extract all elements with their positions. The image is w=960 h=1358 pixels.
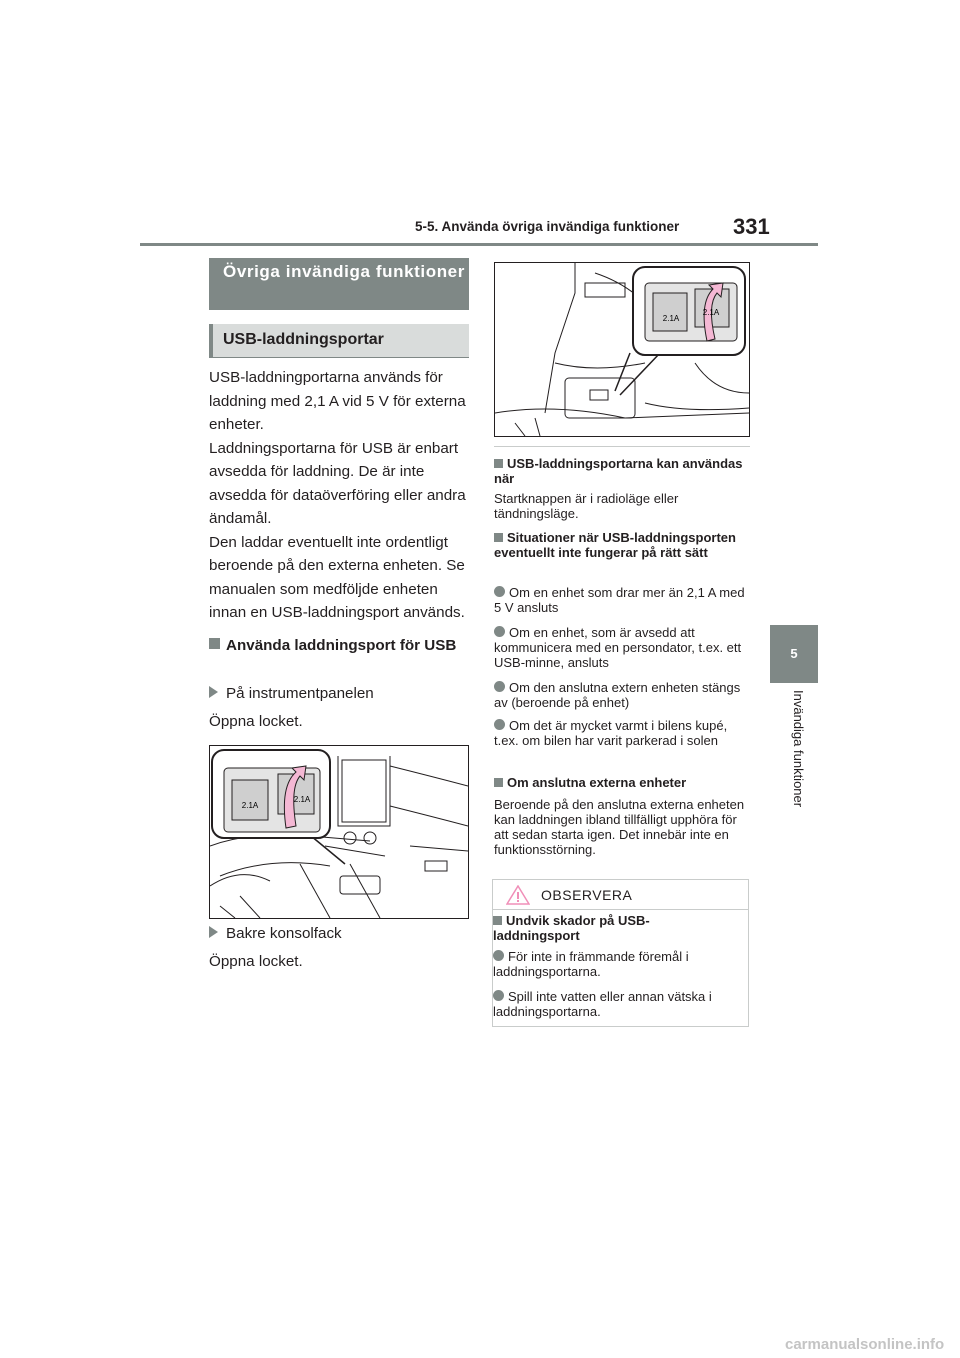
notice-heading: Undvik skador på USB-laddningsport <box>493 913 650 943</box>
intro-paragraph: Laddningsportarna för USB är enbart avsedda för laddning. De är inte avsedda för dataöverföring eller andra ändamål. <box>209 439 466 527</box>
divider <box>494 446 750 447</box>
chapter-label: Invändiga funktioner <box>791 690 806 808</box>
usage-heading: Använda laddningsport för USB <box>209 634 469 658</box>
square-bullet-icon <box>493 916 502 925</box>
arrow-bullet-icon <box>209 926 218 938</box>
right-paragraph-3: Beroende på den anslutna externa enheten kan laddningen ibland tillfälligt upphöra för att sedan starta igen. Det innebär inte en funktionsstörning. <box>494 797 745 857</box>
right-heading-3: Om anslutna externa enheter <box>494 775 750 790</box>
port-label-right: 2.1A <box>702 308 720 317</box>
notice-box <box>492 879 749 1027</box>
square-bullet-icon <box>209 638 220 649</box>
section-title: Övriga invändiga funktioner <box>209 258 469 310</box>
right-heading-2: Situationer när USB-laddningsporten eventuellt inte fungerar på rätt sätt <box>494 530 736 560</box>
chapter-tab: 5 <box>770 625 818 683</box>
subsection-header <box>209 324 469 358</box>
list-item: Om den anslutna extern enheten stängs av (beroende på enhet) <box>494 680 741 710</box>
circle-bullet-icon <box>493 990 504 1001</box>
subsection-title: USB-laddningsportar <box>223 331 384 348</box>
warning-icon <box>506 885 530 905</box>
running-header: 5-5. Använda övriga invändiga funktioner <box>415 219 680 234</box>
dashboard-illustration <box>210 746 468 918</box>
circle-bullet-icon <box>494 681 505 692</box>
rear-console-illustration <box>495 263 749 436</box>
square-bullet-icon <box>494 459 503 468</box>
usage-item-console: Bakre konsolfack <box>209 922 469 946</box>
circle-bullet-icon <box>493 950 504 961</box>
list-item: För inte in främmande föremål i laddningsportarna. <box>493 949 689 979</box>
rear-console-figure <box>494 262 750 437</box>
intro-text <box>209 366 469 625</box>
list-item: Om en enhet som drar mer än 2,1 A med 5 V ansluts <box>494 585 745 615</box>
list-item: Om det är mycket varmt i bilens kupé, t.ex. om bilen har varit parkerad i solen <box>494 718 728 748</box>
intro-paragraph: Den laddar eventuellt inte ordentligt beroende på den externa enheten. Se manualen som medföljde enheten innan en USB-laddningsport används. <box>209 533 465 621</box>
port-label-left: 2.1A <box>662 314 680 323</box>
usage-text-dashboard: Öppna locket. <box>209 713 303 730</box>
right-paragraph-1: Startknappen är i radioläge eller tändningsläge. <box>494 491 679 521</box>
circle-bullet-icon <box>494 719 505 730</box>
usage-item-dashboard: På instrumentpanelen <box>209 682 469 706</box>
right-heading-1: USB-laddningsportarna kan användas när <box>494 456 743 486</box>
circle-bullet-icon <box>494 626 505 637</box>
dashboard-figure <box>209 745 469 919</box>
intro-paragraph: USB-laddningportarna används för laddning med 2,1 A vid 5 V för externa enheter. <box>209 369 466 433</box>
list-item: Spill inte vatten eller annan vätska i laddningsportarna. <box>493 989 712 1019</box>
notice-title: OBSERVERA <box>541 887 633 903</box>
square-bullet-icon <box>494 533 503 542</box>
port-label-left: 2.1A <box>241 801 259 810</box>
port-label-right: 2.1A <box>293 795 311 804</box>
notice-header <box>493 880 748 910</box>
circle-bullet-icon <box>494 586 505 597</box>
arrow-bullet-icon <box>209 686 218 698</box>
watermark: carmanualsonline.info <box>785 1336 945 1353</box>
page-number: 331 <box>733 214 770 239</box>
square-bullet-icon <box>494 778 503 787</box>
list-item: Om en enhet, som är avsedd att kommunicera med en persondator, t.ex. ett USB-minne, ansluts <box>494 625 742 670</box>
header-rule <box>140 243 818 246</box>
usage-text-console: Öppna locket. <box>209 953 303 970</box>
